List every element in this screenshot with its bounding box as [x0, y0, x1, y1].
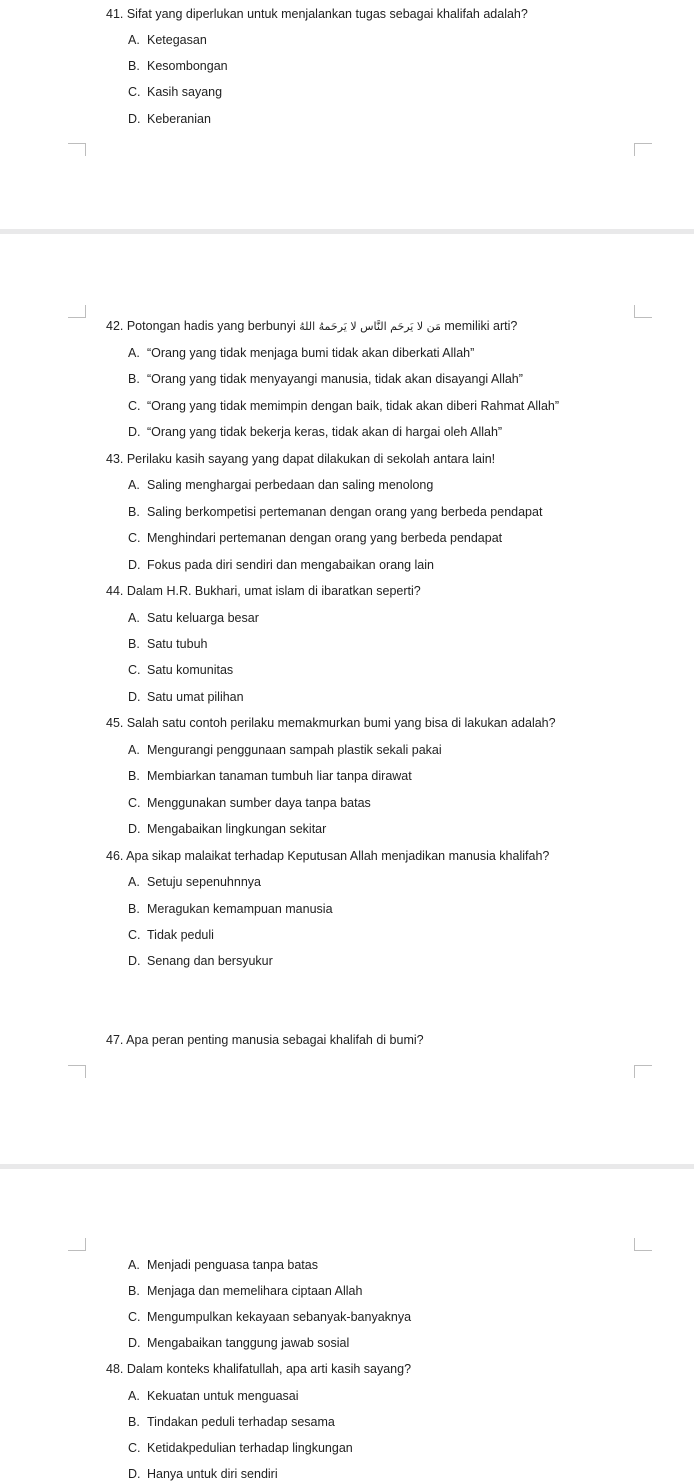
option-text: Menjaga dan memelihara ciptaan Allah — [147, 1284, 363, 1298]
option-text: Satu tubuh — [147, 637, 208, 651]
option — [128, 1257, 318, 1273]
option — [128, 1283, 362, 1299]
option-letter: A. — [128, 346, 140, 360]
option — [128, 662, 233, 678]
option-text: Menggunakan sumber daya tanpa batas — [147, 796, 371, 810]
option-letter: D. — [128, 112, 141, 126]
option-text: Setuju sepenuhnnya — [147, 875, 261, 889]
option-letter: A. — [128, 743, 140, 757]
option-letter: A. — [128, 33, 140, 47]
option-letter: D. — [128, 690, 141, 704]
option-text: Mengabaikan tanggung jawab sosial — [147, 1336, 350, 1350]
option-letter: B. — [128, 637, 140, 651]
page-corner-marker — [68, 1238, 86, 1251]
option — [128, 953, 273, 969]
option-text: “Orang yang tidak menyayangi manusia, tidak akan disayangi Allah” — [147, 372, 523, 386]
option — [128, 1466, 278, 1482]
option-letter: D. — [128, 425, 141, 439]
option — [128, 32, 207, 48]
option-letter: C. — [128, 1310, 141, 1324]
option — [128, 424, 502, 440]
option-letter: B. — [128, 372, 140, 386]
option-text: Ketegasan — [147, 33, 207, 47]
question-44: 44. Dalam H.R. Bukhari, umat islam di ibaratkan seperti? — [106, 584, 421, 598]
option — [128, 1388, 299, 1404]
option-text: Mengumpulkan kekayaan sebanyak-banyaknya — [147, 1310, 412, 1324]
page-corner-marker — [634, 143, 652, 156]
option-text: Tidak peduli — [147, 928, 214, 942]
option-letter: A. — [128, 875, 140, 889]
option-letter: B. — [128, 902, 140, 916]
option-letter: C. — [128, 796, 141, 810]
option-text: Fokus pada diri sendiri dan mengabaikan orang lain — [147, 558, 434, 572]
option-letter: B. — [128, 59, 140, 73]
option-text: Satu umat pilihan — [147, 690, 244, 704]
option-letter: D. — [128, 1336, 141, 1350]
option-text: Meragukan kemampuan manusia — [147, 902, 333, 916]
option — [128, 84, 222, 100]
option-text: Kesombongan — [147, 59, 228, 73]
option — [128, 557, 434, 573]
option-letter: C. — [128, 1441, 141, 1455]
option-letter: C. — [128, 663, 141, 677]
question-48: 48. Dalam konteks khalifatullah, apa arti kasih sayang? — [106, 1362, 412, 1376]
question-43: 43. Perilaku kasih sayang yang dapat dilakukan di sekolah antara lain! — [106, 452, 496, 466]
option-text: “Orang yang tidak memimpin dengan baik, tidak akan diberi Rahmat Allah” — [147, 399, 560, 413]
option-text: Menjadi penguasa tanpa batas — [147, 1258, 318, 1272]
option-letter: D. — [128, 954, 141, 968]
option-letter: C. — [128, 531, 141, 545]
option — [128, 58, 228, 74]
option-letter: C. — [128, 85, 141, 99]
question-41: 41. Sifat yang diperlukan untuk menjalankan tugas sebagai khalifah adalah? — [106, 7, 528, 21]
page-corner-marker — [634, 1065, 652, 1078]
option-text: Kasih sayang — [147, 85, 223, 99]
option-letter: B. — [128, 505, 140, 519]
option-letter: B. — [128, 1284, 140, 1298]
page-corner-marker — [634, 1238, 652, 1251]
option — [128, 345, 474, 361]
option-text: “Orang yang tidak bekerja keras, tidak akan di hargai oleh Allah” — [147, 425, 503, 439]
option-text: Mengurangi penggunaan sampah plastik sekali pakai — [147, 743, 442, 757]
question-text: memiliki arti? — [444, 319, 518, 333]
option — [128, 477, 433, 493]
option-text: Keberanian — [147, 112, 211, 126]
option — [128, 1440, 353, 1456]
option-letter: A. — [128, 1389, 140, 1403]
arabic-hadith: مَن لا يَرحَم النَّاس لا يَرحَمهُ اللهُ — [299, 320, 441, 333]
option-text: Satu komunitas — [147, 663, 234, 677]
option — [128, 795, 371, 811]
option — [128, 742, 442, 758]
option-text: Ketidakpedulian terhadap lingkungan — [147, 1441, 353, 1455]
page-corner-marker — [634, 305, 652, 318]
option-text: Senang dan bersyukur — [147, 954, 273, 968]
option-letter: D. — [128, 1467, 141, 1481]
option — [128, 927, 214, 943]
question-45: 45. Salah satu contoh perilaku memakmurkan bumi yang bisa di lakukan adalah? — [106, 716, 556, 730]
option-text: “Orang yang tidak menjaga bumi tidak akan diberkati Allah” — [147, 346, 475, 360]
option — [128, 874, 261, 890]
question-47: 47. Apa peran penting manusia sebagai khalifah di bumi? — [106, 1033, 424, 1047]
option-text: Kekuatan untuk menguasai — [147, 1389, 299, 1403]
page-break — [0, 229, 694, 234]
option-letter: D. — [128, 558, 141, 572]
option — [128, 530, 502, 546]
option — [128, 504, 542, 520]
option-letter: A. — [128, 611, 140, 625]
page-corner-marker — [68, 1065, 86, 1078]
option — [128, 689, 244, 705]
option-text: Mengabaikan lingkungan sekitar — [147, 822, 327, 836]
option-text: Hanya untuk diri sendiri — [147, 1467, 278, 1481]
option-letter: C. — [128, 928, 141, 942]
option — [128, 821, 326, 837]
option-letter: A. — [128, 478, 140, 492]
option — [128, 768, 412, 784]
page-break — [0, 1164, 694, 1169]
option — [128, 111, 211, 127]
option-text: Satu keluarga besar — [147, 611, 259, 625]
page-corner-marker — [68, 305, 86, 318]
question-text: 42. Potongan hadis yang berbunyi — [106, 319, 296, 333]
option — [128, 371, 523, 387]
option-text: Saling berkompetisi pertemanan dengan orang yang berbeda pendapat — [147, 505, 543, 519]
option — [128, 1414, 335, 1430]
option-text: Menghindari pertemanan dengan orang yang berbeda pendapat — [147, 531, 503, 545]
option — [128, 636, 207, 652]
option-text: Saling menghargai perbedaan dan saling menolong — [147, 478, 434, 492]
question-46: 46. Apa sikap malaikat terhadap Keputusan Allah menjadikan manusia khalifah? — [106, 849, 550, 863]
option — [128, 1309, 411, 1325]
page-corner-marker — [68, 143, 86, 156]
option — [128, 610, 259, 626]
option — [128, 901, 333, 917]
option — [128, 1335, 349, 1351]
question-42 — [106, 318, 517, 335]
option-letter: D. — [128, 822, 141, 836]
option-letter: B. — [128, 769, 140, 783]
option — [128, 398, 559, 414]
option-text: Membiarkan tanaman tumbuh liar tanpa dirawat — [147, 769, 412, 783]
option-letter: C. — [128, 399, 141, 413]
option-letter: B. — [128, 1415, 140, 1429]
option-letter: A. — [128, 1258, 140, 1272]
option-text: Tindakan peduli terhadap sesama — [147, 1415, 335, 1429]
